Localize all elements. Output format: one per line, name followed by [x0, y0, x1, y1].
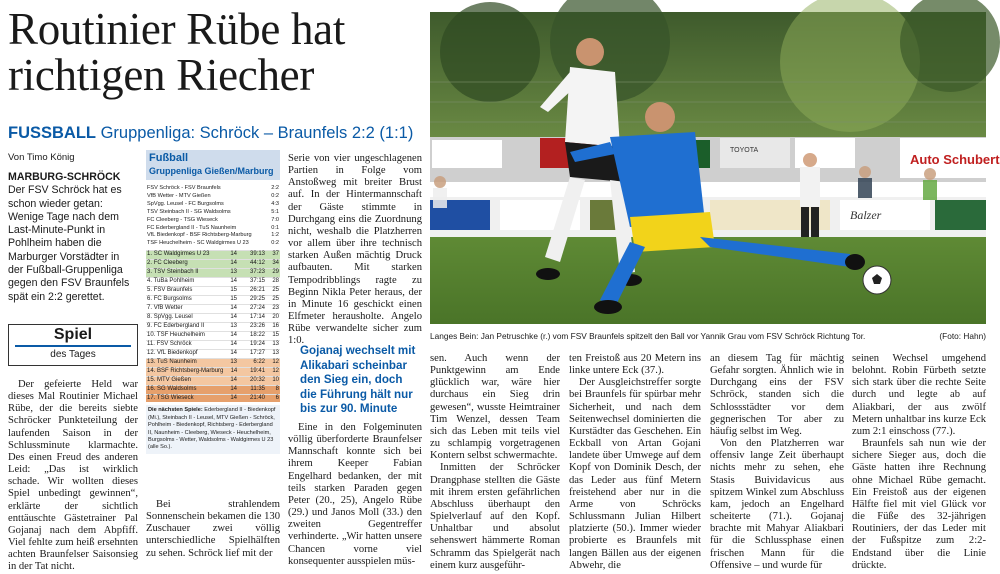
rank: 8.: [147, 313, 153, 320]
banner-text: Auto Schubert: [910, 152, 1000, 167]
match: VfL Biedenkopf - BSF Richtsberg-Marburg: [147, 232, 252, 239]
score: 1:2: [271, 232, 279, 239]
league-table-box: [146, 150, 280, 451]
result-row: [146, 193, 280, 201]
lead-text: Der FSV Schröck hat es schon wieder getan: Wenige Tage nach dem Last-Minute-Punkt in Pohlheim haben die Marburger Vorstädter in der Fußball-Gruppenliga gegen den FSV Braunfels spät ein 2:2 gerettet.: [8, 184, 130, 303]
team-name: TSG Wieseck: [156, 394, 194, 401]
result-row: [146, 201, 280, 209]
paragraph: sen. Auch wenn der Punktgewinn am Ende glücklich war, wäre hier durchaus ein Sieg drin gewesen“, wusste Heimtrainer Tim Wenzel, dessen Team sich das Leben mit teils viel zu schlampig vorgetragenen Kontern selbst schwermachte.: [430, 353, 560, 462]
points: 25: [272, 287, 279, 294]
paragraph: Inmitten der Schröcker Drangphase stellten die Gäste mit ihrem ersten gefährlichen Abschluss überhaupt den Spielverlauf auf den Kopf. Unhaltbar und absolut sehenswert hämmerte Roman Schramm das Spielgerät nach einem kurz ausgeführ-: [430, 462, 560, 571]
team: [147, 287, 223, 295]
photo-caption: [430, 331, 986, 341]
games: 14: [230, 251, 237, 258]
points: 34: [272, 260, 279, 267]
games: 14: [230, 376, 237, 383]
points: 28: [272, 278, 279, 285]
banner-text: TOYOTA: [730, 147, 759, 154]
goals: 26:21: [249, 287, 265, 294]
team-name: TSF Heuchelheim: [156, 331, 205, 338]
football: [863, 266, 891, 294]
spiel-des-tages-badge: [8, 324, 138, 366]
goals: 11:35: [250, 385, 265, 392]
rank: 5.: [147, 287, 153, 294]
goals: 6:22: [253, 358, 265, 365]
paragraph: Braunfels sah nun wie der sichere Sieger aus, doch die Gäste hatten ihre Rechnung ohne Michael Rübe gemacht. Ein Freistoß aus der eigenen Hälfte fiel mit viel Glück vor die Füße des 32-jährigen Routiniers, der das Leder mit der Fußspitze zum 2:2-Endstand über die Linie drückte.: [852, 438, 986, 571]
goals: 39:13: [249, 251, 265, 258]
paragraph: Von den Platzherren war offensiv lange Zeit überhaupt nichts mehr zu sehen, ehe Stasis Buividavicus aus spitzem Winkel zum Abschluss kam, jedoch an Engelhard scheiterte (71.). Gojanaj brachte mit Mahyar Aliakbari für die Schlussphase einen frischen Mann für die Offensive – und wurde für: [710, 438, 844, 571]
team: [147, 386, 223, 394]
team: [147, 260, 223, 268]
team: [147, 341, 223, 349]
table-row: [146, 331, 280, 340]
column-3b-text: [288, 422, 422, 568]
rank: 10.: [147, 331, 156, 338]
byline: Von Timo König: [8, 152, 75, 163]
result-row: [146, 209, 280, 217]
badge-title: Spiel: [53, 326, 93, 343]
goals: 19:41: [250, 367, 266, 374]
goals: 29:25: [249, 296, 265, 303]
team-name: VfB Wetter: [153, 304, 183, 311]
score: 7:0: [271, 216, 279, 223]
table-row: [146, 349, 280, 358]
table-row: [146, 259, 280, 268]
box-title: Fußball: [149, 152, 189, 164]
score: 0:1: [271, 224, 279, 231]
rank: 16.: [147, 385, 156, 392]
rank: 13.: [147, 358, 156, 365]
points: 37: [272, 251, 279, 258]
badge-subtitle: des Tages: [50, 349, 96, 360]
headline: Routinier Rübe hat richtigen Riecher: [8, 4, 346, 100]
points: 23: [272, 304, 279, 311]
team: [147, 368, 223, 376]
games: 14: [230, 367, 238, 374]
paragraph: Bei strahlendem Sonnenschein bekamen die 130 Zuschauer zwei völlig unterschiedliche Spielhälften zu sehen. Schröck lief mit der: [146, 499, 280, 559]
team-name: FC Cleeberg: [153, 260, 188, 267]
games: 13: [230, 269, 237, 276]
points: 20: [272, 313, 279, 320]
team: [147, 305, 223, 313]
points: 29: [272, 269, 279, 276]
match-photo: [430, 12, 1000, 324]
goals: 18:22: [249, 331, 265, 338]
paragraph: Eine in den Folgeminuten völlig überforderte Braunfelser Mannschaft konnte sich bei ihrem Keeper Fabian Engelhard bedanken, der mit teils starken Paraden gegen Peter (20., 25), Angelo Rübe (29.) und Janos Moll (33.) den zweiten Gegentreffer verhinderte. „Wir hatten unsere Chancen vorne viel konsequenter ausspielen müs-: [288, 422, 422, 567]
games: 15: [230, 287, 237, 294]
rank: 17.: [147, 394, 156, 401]
table-row: [146, 277, 280, 286]
team: [147, 251, 223, 259]
table-row: [146, 394, 280, 403]
match: TSF Heuchelheim - SC Waldgirmes U 23: [147, 240, 249, 247]
column-7-text: [852, 353, 986, 572]
team-name: MTV Gießen: [157, 376, 192, 383]
rank: 9.: [147, 322, 153, 329]
match: FSV Schröck - FSV Braunfels: [147, 185, 221, 191]
rank: 4.: [147, 278, 153, 285]
paragraph: ten Freistoß aus 20 Metern ins linke untere Eck (37.).: [569, 353, 701, 377]
goals: 37:23: [249, 269, 265, 276]
team: [147, 296, 223, 304]
games: 15: [230, 296, 237, 303]
team-name: SG Waldsolms: [157, 385, 197, 392]
points: 25: [272, 296, 279, 303]
goals: 17:27: [249, 349, 265, 356]
column-4-text: [430, 353, 560, 572]
points: 13: [272, 349, 279, 356]
games: 14: [230, 385, 237, 392]
goals: 21:40: [249, 394, 265, 401]
rank: 2.: [147, 260, 153, 267]
table-row: [146, 313, 280, 322]
table-row: [146, 304, 280, 313]
games: 14: [230, 304, 237, 311]
caption-text: Langes Bein: Jan Petruschke (r.) vom FSV Braunfels spitzelt den Ball vor Yannik Grau vom FSV Schröck Richtung Tor.: [430, 331, 866, 341]
games: 14: [230, 340, 237, 347]
table-row: [146, 376, 280, 385]
next-matches: [146, 405, 280, 453]
table-row: [146, 250, 280, 259]
score: 2:2: [271, 185, 279, 191]
goals: 44:12: [249, 260, 265, 267]
match: TSV Steinbach II - SG Waldsolms: [147, 208, 231, 215]
match: FC Ederbergland II - TuS Naunheim: [147, 224, 237, 231]
lead-paragraph: [8, 171, 136, 304]
score: 0:2: [271, 192, 279, 199]
paragraph: seinen Wechsel umgehend belohnt. Robin Fürbeth setzte sich stark über die rechte Seite durch und legte ab auf Aliakbari, der aus zwölf Metern unhaltbar ins kurze Eck zum 2:1 einschoss (77.).: [852, 353, 986, 437]
results-list: [146, 185, 280, 248]
column-3-text: [288, 153, 422, 348]
points: 13: [272, 340, 279, 347]
match: FC Cleeberg - TSG Wieseck: [147, 216, 218, 223]
result-row: [146, 225, 280, 233]
banner-text: Balzer: [850, 208, 882, 222]
team-name: FC Ederbergland II: [153, 322, 205, 329]
table-row: [146, 367, 280, 376]
next-matches-label: Die nächsten Spiele:: [148, 407, 203, 414]
box-subtitle: Gruppenliga Gießen/Marburg: [149, 166, 274, 176]
paragraph: Serie von vier ungeschlagenen Partien in Folge vom Anstoßweg mit breiter Brust auf. In der Hintermannschaft der Gäste stimmte in Durchgang eins die Zuordnung nicht, weshalb die Platzherren vor allem über ihre technisch starken Außen mächtig Druck aufbauten. Mit starken Tempodribblings ragte zu Beginn Nikla Peter heraus, der in Minute 16 geschickt einen Elfmeter herausholte. Angelo Rübe verwandelte sicher zum 1:0.: [288, 153, 422, 347]
column-2-text: [146, 499, 280, 560]
points: 16: [272, 322, 279, 329]
paragraph: an diesem Tag für mächtig Gefahr sorgten. Ähnlich wie in Durchgang eins der FSV Schröck, standen sich die Schlossstädter vor dem gegnerischen Tor aber zu häufig selbst im Weg.: [710, 353, 844, 437]
games: 13: [230, 358, 237, 365]
column-1-text: [8, 379, 138, 574]
team: [147, 323, 223, 331]
team: [147, 332, 223, 340]
points: 10: [272, 376, 279, 383]
table-row: [146, 340, 280, 349]
box-header: [146, 150, 280, 180]
standings-table: [146, 250, 280, 402]
goals: 23:26: [249, 322, 265, 329]
goals: 19:24: [249, 340, 265, 347]
goals: 17:14: [249, 313, 265, 320]
dateline: MARBURG-SCHRÖCK: [8, 171, 121, 183]
paragraph: Der Ausgleichstreffer sorgte bei Braunfels für spürbar mehr Sicherheit, und nach dem Seitenwechsel dominierten die Kurstädter das Geschehen. Ein Eckball von Artan Gojani landete über Umwege auf dem Kopf von Dominik Desch, der das Leder aus fünf Metern freistehend aber nur in die Arme von Schröcks Schlussmann Julian Hilbert platzierte (50.). Immer wieder probierte es Braunfels mit langen Bällen aus der eigenen Abwehr, die: [569, 377, 701, 571]
rank: 14.: [147, 367, 156, 374]
paragraph: Der gefeierte Held war dieses Mal Routinier Michael Rübe, der die bereits siebte Schröcker Punkteteilung der laufenden Saison in der Schlussminute klarmachte. Des einen Freud des anderen Leid: „Das ist wirklich schade. Wir wollten dieses Spiel unbedingt gewinnen“, erklärte der sichtlich enttäuschte Gästetrainer Pal Gojanaj nach dem Abpfiff. Viel fehlte zum heiß ersehnten achten Braunfelser Saisonsieg in der Tat nicht.: [8, 379, 138, 573]
team-name: TSV Steinbach II: [153, 269, 199, 276]
rank: 3.: [147, 269, 153, 276]
table-row: [146, 295, 280, 304]
team-name: SC Waldgirmes U 23: [153, 251, 210, 258]
goals: 20:32: [249, 376, 265, 383]
next-matches-text: Ederbergland II - Biedenkopf (Mi.), Steinbach II - Leusel, MTV Gießen - Schröck, Pohlheim - Biedenkopf, Richtsberg - Ederbergland II, Naunheim - Cleeberg, Wieseck - Heuchelheim, Burgsolms - Wetter, Waldsolms - Waldgirmes U 23 (alle So.).: [148, 407, 276, 451]
games: 14: [230, 278, 237, 285]
score: 5:1: [271, 208, 279, 215]
points: 8: [275, 385, 279, 392]
rank: 7.: [147, 304, 153, 311]
team: [147, 395, 223, 403]
table-row: [146, 268, 280, 277]
pull-quote: Gojanaj wechselt mit Alikabari scheinbar den Sieg ein, doch die Führung hält nur bis zur 90. Minute: [300, 344, 416, 416]
rank: 6.: [147, 296, 153, 303]
points: 6: [275, 394, 279, 401]
goals: 37:15: [249, 278, 265, 285]
section-kicker: FUSSBALL: [8, 124, 96, 142]
team: [147, 359, 223, 367]
points: 12: [272, 367, 279, 374]
subheadline: Gruppenliga: Schröck – Braunfels 2:2 (1:1): [100, 124, 414, 142]
goals: 27:24: [249, 304, 265, 311]
table-row: [146, 322, 280, 331]
result-row: [146, 217, 280, 225]
rank: 15.: [147, 376, 156, 383]
points: 12: [272, 358, 279, 365]
result-row: [146, 185, 280, 193]
team-name: BSF Richtsberg-Marburg: [157, 367, 224, 374]
rank: 1.: [147, 251, 153, 258]
games: 14: [230, 313, 237, 320]
team-name: FSV Braunfels: [153, 287, 193, 294]
points: 15: [272, 331, 279, 338]
team-name: FC Burgsolms: [153, 296, 192, 303]
team: [147, 269, 223, 277]
team: [147, 278, 223, 286]
photo-credit: (Foto: Hahn): [939, 331, 986, 341]
team-name: TuS Naunheim: [156, 358, 197, 365]
rank: 12.: [147, 349, 156, 356]
games: 14: [230, 349, 237, 356]
result-row: [146, 232, 280, 240]
table-row: [146, 286, 280, 295]
column-6-text: [710, 353, 844, 572]
rank: 11.: [147, 340, 155, 347]
games: 14: [230, 331, 237, 338]
column-5-text: [569, 353, 701, 572]
team-name: VfL Biedenkopf: [157, 349, 198, 356]
score: 0:2: [271, 240, 279, 247]
games: 13: [230, 322, 237, 329]
games: 14: [230, 394, 237, 401]
table-row: [146, 358, 280, 367]
badge-rule: [15, 345, 131, 347]
match: SpVgg. Leusel - FC Burgsolms: [147, 200, 224, 207]
team: [147, 377, 223, 385]
result-row: [146, 240, 280, 248]
table-row: [146, 385, 280, 394]
games: 14: [230, 260, 237, 267]
team-name: SpVgg. Leusel: [153, 313, 193, 320]
topic-line: [8, 124, 428, 143]
team-name: FSV Schröck: [156, 340, 192, 347]
score: 4:3: [271, 200, 279, 207]
team-name: TuBa Pohlheim: [153, 278, 195, 285]
team: [147, 314, 223, 322]
team: [147, 350, 223, 358]
match: VfB Wetter - MTV Gießen: [147, 192, 211, 199]
